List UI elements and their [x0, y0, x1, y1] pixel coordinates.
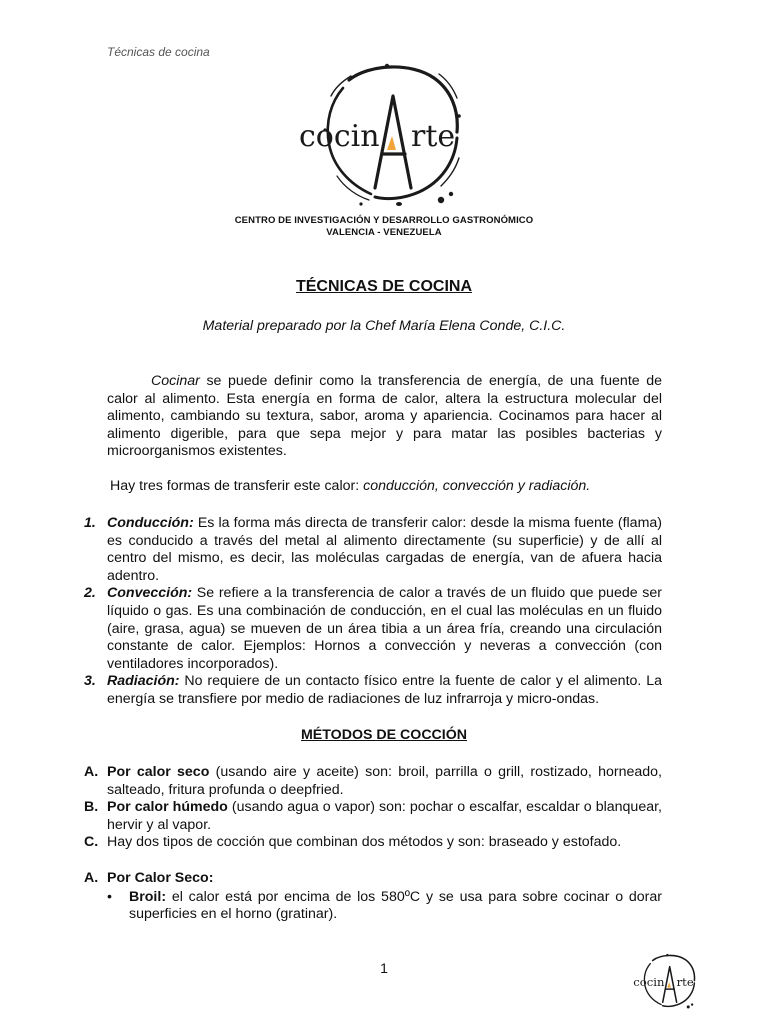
list-letter: C.: [84, 834, 99, 851]
section-title: Por Calor Seco:: [107, 870, 214, 886]
list-item-radiacion: [84, 673, 662, 708]
list-letter: B.: [84, 799, 99, 816]
definition-radiacion: No requiere de un contacto físico entre la fuente de calor y el alimento. La energía se transfiere por medio de radiaciones de luz infrarroja y micro-ondas.: [107, 673, 662, 707]
definition-dry-heat: (usando aire y aceite) son: broil, parrilla o grill, rostizado, horneado, salteado, fritura profunda o deepfried.: [107, 764, 662, 798]
list-number: 3.: [84, 673, 96, 690]
logo-text-cocin: cocin: [299, 119, 380, 154]
intro-paragraph: [107, 373, 662, 461]
svg-text:rte: rte: [676, 975, 694, 990]
logo-accent: [387, 136, 396, 150]
list-letter: A.: [84, 764, 99, 780]
institute-name: CENTRO DE INVESTIGACIÓN Y DESARROLLO GASTRONÓMICO: [234, 215, 534, 226]
definition-conveccion: Se refiere a la transferencia de calor a través de un fluido que puede ser líquido o gas. Es una combinación de conducción, en el cual las moléculas en un fluido (aire, grasa, agua) se mueven de un área tibia a un área fría, creando una circulación constante de calor. Ejemplos: Hornos a convección y neveras a convección (con ventiladores incorporados).: [107, 585, 662, 672]
list-item-conduccion: [84, 515, 662, 585]
author-byline: Material preparado por la Chef María Elena Conde, C.I.C.: [202, 318, 566, 334]
definition-broil: el calor está por encima de los 580ºC y se usa para sobre cocinar o dorar superficies en el horno (gratinar).: [129, 888, 662, 923]
intro-body: se puede definir como la transferencia de energía, de una fuente de calor al alimento. Esta energía en forma de calor, altera la estructura molecular del alimento, cambiando su textura, sabor, aroma y apariencia. Cocinamos para hacer al alimento digerible, para que sepa mejor y para matar las posibles bacterias y microorganismos existentes.: [107, 373, 662, 460]
list-item-combined: [84, 834, 662, 852]
cocinarte-logo: [291, 58, 476, 208]
heat-forms-line: [110, 478, 670, 496]
methods-heading: MÉTODOS DE COCCIÓN: [300, 727, 468, 743]
term-conveccion: Convección:: [107, 585, 193, 602]
cooking-methods-list: [84, 764, 662, 852]
term-dry-heat: Por calor seco: [107, 764, 210, 780]
definition-moist-heat: (usando agua o vapor) son: pochar o escalfar, escaldar o blanquear, hervir y al vapor.: [107, 799, 662, 833]
definition-combined: Hay dos tipos de cocción que combinan dos métodos y son: braseado y estofado.: [107, 834, 622, 851]
heat-transfer-list: [84, 515, 662, 709]
list-number: 2.: [84, 585, 96, 602]
bullet-icon: •: [107, 888, 112, 905]
forms-prefix: Hay tres formas de transferir este calor:: [110, 478, 364, 494]
dry-heat-heading: [84, 870, 662, 888]
list-number: 1.: [84, 515, 96, 531]
term-moist-heat: Por calor húmedo: [107, 799, 228, 816]
footer-logo: [630, 952, 702, 1010]
running-header: Técnicas de cocina: [107, 45, 210, 59]
list-item-dry-heat: [84, 764, 662, 799]
section-letter: A.: [84, 870, 99, 886]
svg-text:cocin: cocin: [633, 975, 665, 990]
dry-heat-section: [84, 870, 662, 924]
term-broil: Broil:: [129, 888, 167, 905]
list-item-conveccion: [84, 585, 662, 673]
forms-emphasis: conducción, convección y radiación.: [363, 478, 591, 494]
logo-text-rte: rte: [411, 119, 456, 154]
term-radiacion: Radiación:: [107, 673, 180, 690]
document-title: TÉCNICAS DE COCINA: [295, 278, 472, 295]
page-number: 1: [380, 960, 388, 976]
list-item-moist-heat: [84, 799, 662, 834]
intro-lead-word: Cocinar: [151, 373, 200, 389]
term-conduccion: Conducción:: [107, 515, 194, 531]
definition-conduccion: Es la forma más directa de transferir calor: desde la misma fuente (flama) es conducido a través del metal al alimento directamente (su superficie) y de allí al centro del mismo, es decir, las moléculas cargadas de energía, van de afuera hacia adentro.: [107, 515, 662, 584]
bullet-item-broil: [84, 889, 662, 924]
institute-location: VALENCIA - VENEZUELA: [326, 227, 442, 238]
